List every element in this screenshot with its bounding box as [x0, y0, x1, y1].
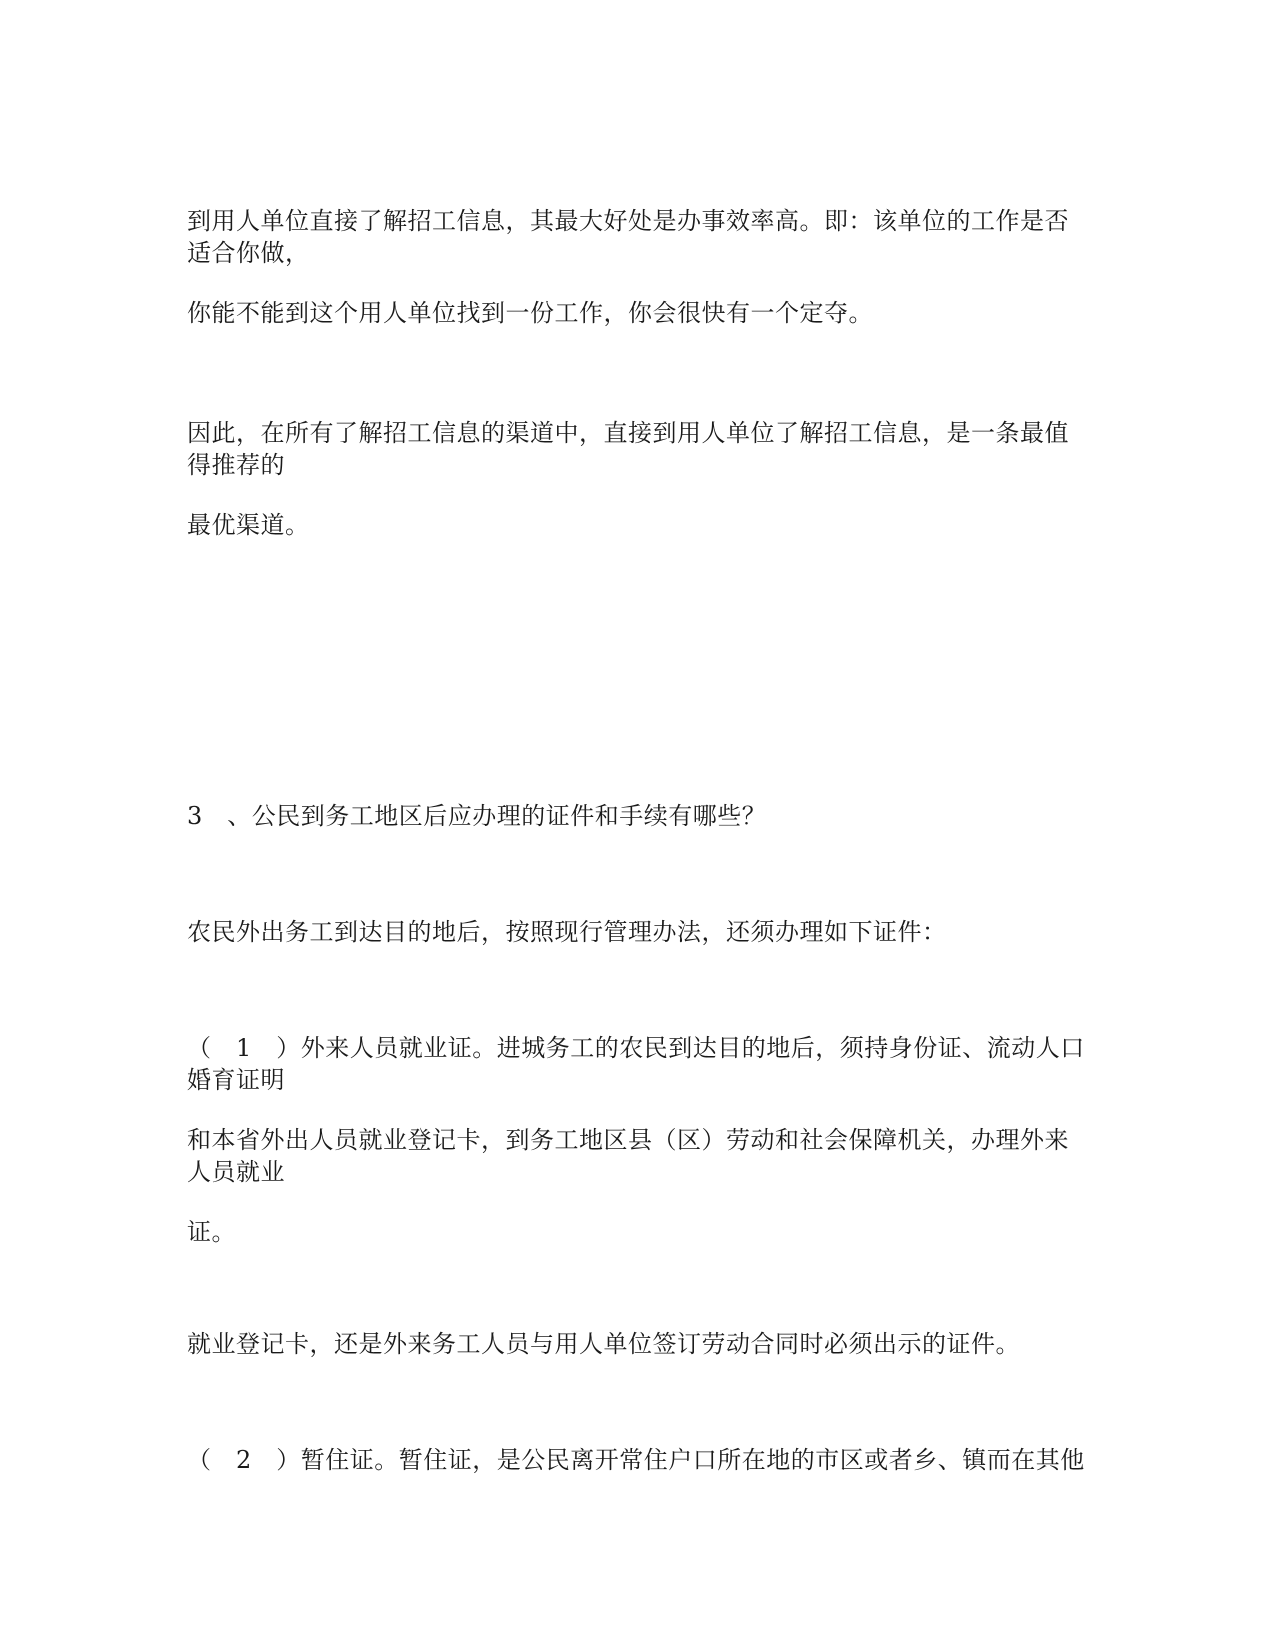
section-heading-3	[187, 800, 1092, 832]
text-line: 人员就业	[187, 1158, 285, 1186]
text-line: 最优渠道。	[187, 511, 310, 539]
text-line: 你能不能到这个用人单位找到一份工作，你会很快有一个定夺。	[187, 299, 873, 327]
text-line: 就业登记卡，还是外来务工人员与用人单位签订劳动合同时必须出示的证件。	[187, 1330, 1020, 1358]
paragraph-item-1	[187, 1032, 1092, 1096]
text-line: 婚育证明	[187, 1066, 285, 1094]
paragraph-conclusion	[187, 417, 1092, 481]
text-line: （ 2 ）暂住证。暂住证，是公民离开常住户口所在地的市区或者乡、镇而在其他	[187, 1446, 1085, 1474]
text-line: 得推荐的	[187, 451, 285, 479]
paragraph-required-documents	[187, 916, 1092, 948]
paragraph-direct-inquiry	[187, 205, 1092, 269]
text-line: 证。	[187, 1218, 236, 1246]
text-line: 适合你做，	[187, 239, 310, 267]
text-line: （ 1 ）外来人员就业证。进城务工的农民到达目的地后，须持身份证、流动人口	[187, 1034, 1085, 1062]
paragraph-registration-card	[187, 1328, 1092, 1360]
text-line: 和本省外出人员就业登记卡，到务工地区县（区）劳动和社会保障机关，办理外来	[187, 1126, 1069, 1154]
paragraph-best-channel	[187, 509, 1092, 541]
paragraph-item-2	[187, 1444, 1092, 1476]
paragraph-item-1-continued	[187, 1124, 1092, 1188]
heading-line: 3 、公民到务工地区后应办理的证件和手续有哪些？	[187, 802, 767, 830]
text-line: 农民外出务工到达目的地后，按照现行管理办法，还须办理如下证件：	[187, 918, 947, 946]
text-line: 到用人单位直接了解招工信息，其最大好处是办事效率高。即：该单位的工作是否	[187, 207, 1069, 235]
paragraph-item-1-end	[187, 1216, 1092, 1248]
text-line: 因此，在所有了解招工信息的渠道中，直接到用人单位了解招工信息，是一条最值	[187, 419, 1069, 447]
paragraph-decision	[187, 297, 1092, 329]
